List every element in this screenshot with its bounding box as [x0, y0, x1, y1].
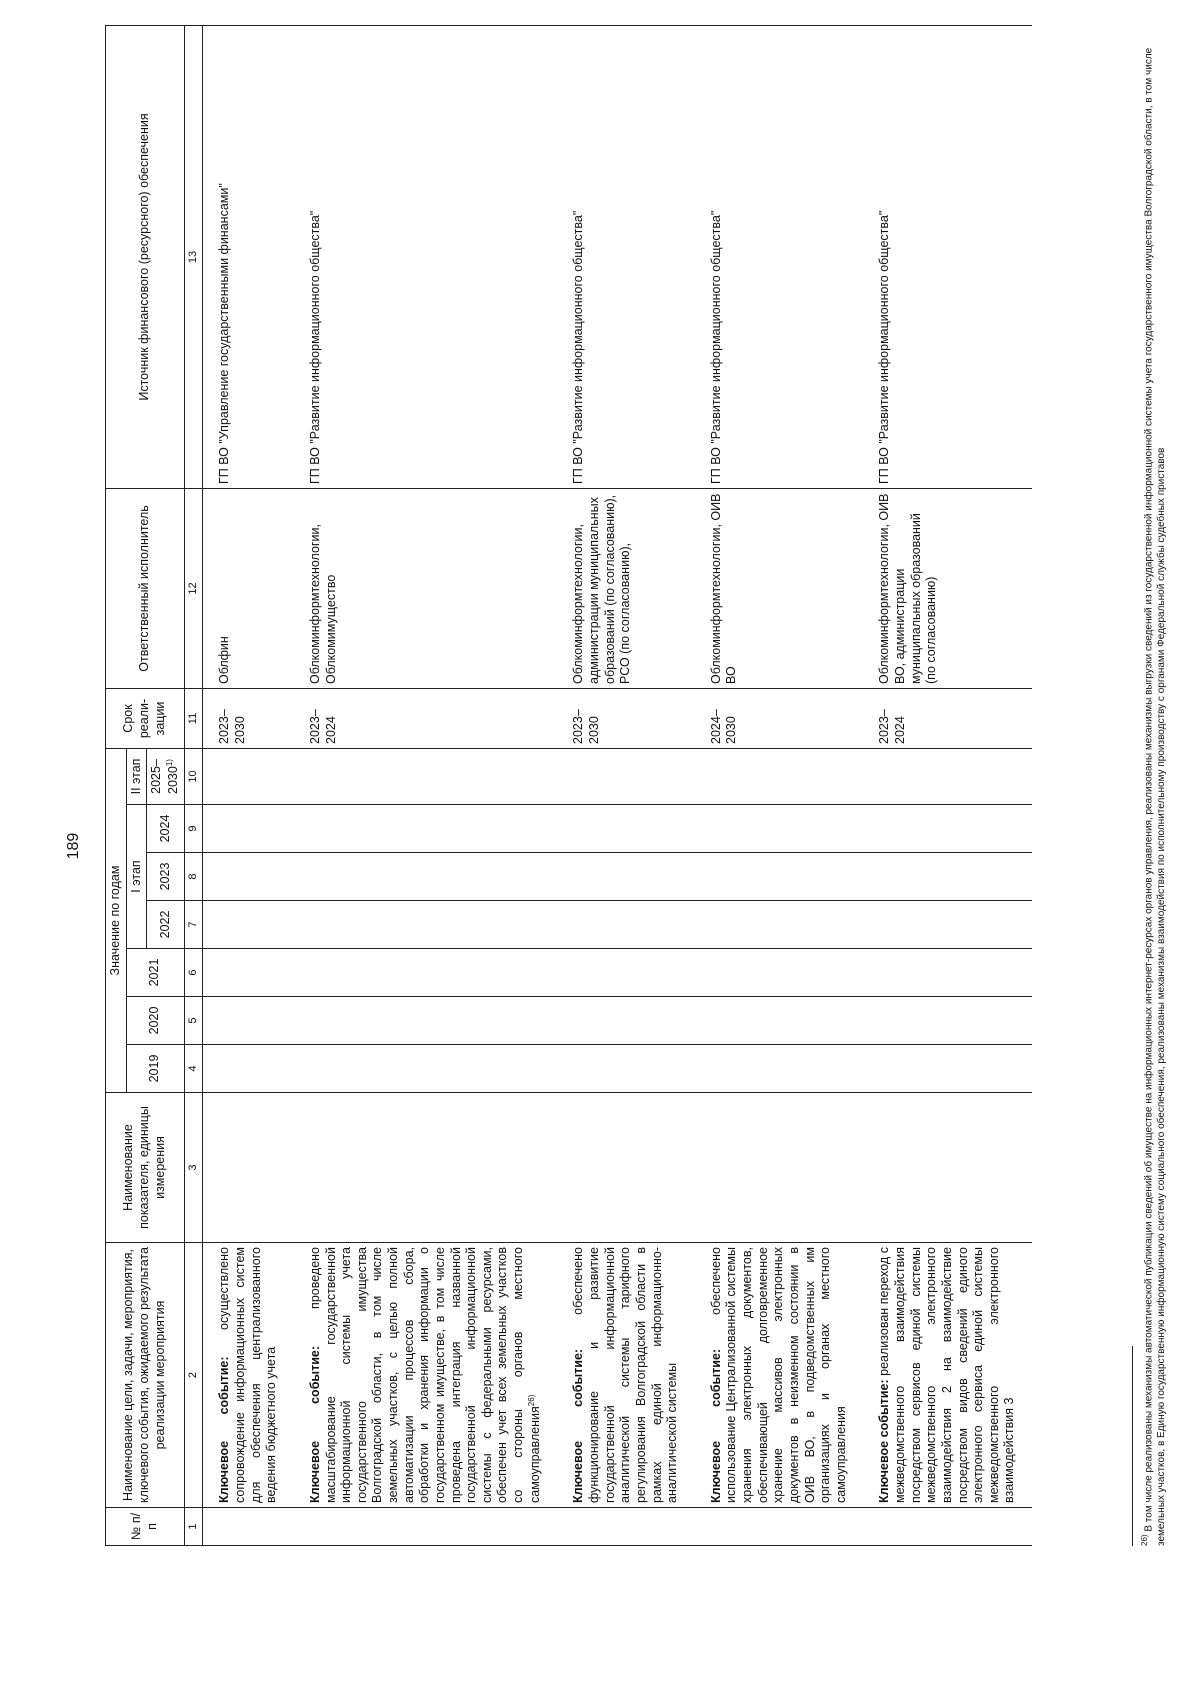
header-year-2024: 2024 — [147, 805, 184, 853]
col-number: 5 — [184, 997, 203, 1045]
col-number: 13 — [184, 25, 203, 488]
row-executor: Облкоминформтехнологии, администрации муниципальных образований (по согласованию), РСО (по согласованию), — [557, 488, 694, 688]
col-number: 10 — [184, 748, 203, 804]
row-period: 2024–2030 — [695, 688, 864, 748]
col-number: 2 — [184, 1243, 203, 1508]
header-stage2: II этап — [126, 748, 147, 804]
col-number: 8 — [184, 853, 203, 901]
col-number: 7 — [184, 901, 203, 949]
col-number: 6 — [184, 949, 203, 997]
col-number: 1 — [184, 1508, 203, 1546]
row-source: ГП ВО "Развитие информационного общества" — [294, 25, 558, 488]
header-period: Срок реали-зации — [106, 688, 185, 748]
row-source: ГП ВО "Управление государственными финансами" — [203, 25, 294, 488]
table-row — [203, 25, 294, 1545]
row-name: Ключевое событие: проведено масштабирование государственной информационной системы учета государственного имущества Волгоградской области, в том числе земельных участков, с целью полной автоматизации процессов сбора, обработки и хранения информации о государственном имуществе, в том числе проведена интеграция названной государственной информационной системы с федеральными ресурсами, обеспечен учет всех земельных участков со стороны органов местного самоуправления$^{26)}$ — [294, 1243, 558, 1508]
header-indicator: Наименование показателя, единицы измерения — [106, 1093, 185, 1243]
table-row — [695, 25, 864, 1545]
row-name: Ключевое событие: осуществлено сопровождение информационных систем для обеспечения централизованного ведения бюджетного учета — [203, 1243, 294, 1508]
row-source: ГП ВО "Развитие информационного общества" — [557, 25, 694, 488]
row-period: 2023–2030 — [203, 688, 294, 748]
header-year-stage2: 2025–2030$^{1)}$ — [147, 748, 184, 804]
header-source: Источник финансового (ресурсного) обеспечения — [106, 25, 185, 488]
header-executor: Ответственный исполнитель — [106, 488, 185, 688]
header-year-2020: 2020 — [126, 997, 184, 1045]
header-stage1: I этап — [126, 805, 147, 949]
footnote: $^{26)}$ В том числе реализованы механизмы автоматической публикации сведений об имуществе на информационных интернет-ресурсах органов управления, реализованы механизмы выгрузки сведений из государственной информационной системы учета государственного имущества Волгоградской области, в том числе земельных участков, в Единую государственную информационную систему социального обеспечения, реализованы механизмы взаимодействия по исполнительному производству с органами Федеральной службы судебных приставов — [1140, 47, 1167, 1546]
col-number: 12 — [184, 488, 203, 688]
header-name: Наименование цели, задачи, мероприятия, ключевого события, ожидаемого результата реализации мероприятия — [106, 1243, 185, 1508]
col-number: 11 — [184, 688, 203, 748]
header-year-2023: 2023 — [147, 853, 184, 901]
table-row — [294, 25, 558, 1545]
table-row — [863, 25, 1032, 1545]
footnote-separator — [1132, 1346, 1133, 1546]
row-executor: Облкоминформтехнологии, ОИВ ВО, администрации муниципальных образований (по согласованию) — [863, 488, 1032, 688]
header-values: Значение по годам — [106, 748, 127, 1092]
row-name: Ключевое событие: обеспечено функционирование и развитие государственной информационной аналитической системы тарифного регулирования Волгоградской области в рамках единой информационно-аналитической системы — [557, 1243, 694, 1508]
header-year-2022: 2022 — [147, 901, 184, 949]
row-period: 2023–2024 — [294, 688, 558, 748]
row-period: 2023–2024 — [863, 688, 1032, 748]
row-executor: Облфин — [203, 488, 294, 688]
header-year-2021: 2021 — [126, 949, 184, 997]
header-year-2019: 2019 — [126, 1045, 184, 1093]
row-source: ГП ВО "Развитие информационного общества" — [863, 25, 1032, 488]
row-executor: Облкоминформтехнологии, ОИВ ВО — [695, 488, 864, 688]
page-number: 189 — [65, 832, 82, 860]
row-executor: Облкоминформтехнологии, Облкомимущество — [294, 488, 558, 688]
row-name: Ключевое событие: реализован переход с межведомственного взаимодействия посредством сервисов единой системы межведомственного электронного взаимодействия 2 на взаимодействие посредством видов сведений единого электронного сервиса единой системы межведомственного электронного взаимодействия 3 — [863, 1243, 1032, 1508]
row-name: Ключевое событие: обеспечено использование Централизованной системы хранения электронных документов, обеспечивающей долговременное хранение массивов электронных документов в неизменном состоянии в ОИВ ВО, в подведомственных им организациях и органах местного самоуправления — [695, 1243, 864, 1508]
row-period: 2023–2030 — [557, 688, 694, 748]
measures-table — [105, 25, 1032, 1546]
row-source: ГП ВО "Развитие информационного общества" — [695, 25, 864, 488]
header-num: № п/п — [106, 1508, 185, 1546]
col-number: 3 — [184, 1093, 203, 1243]
col-number: 4 — [184, 1045, 203, 1093]
col-number: 9 — [184, 805, 203, 853]
table-row — [557, 25, 694, 1545]
